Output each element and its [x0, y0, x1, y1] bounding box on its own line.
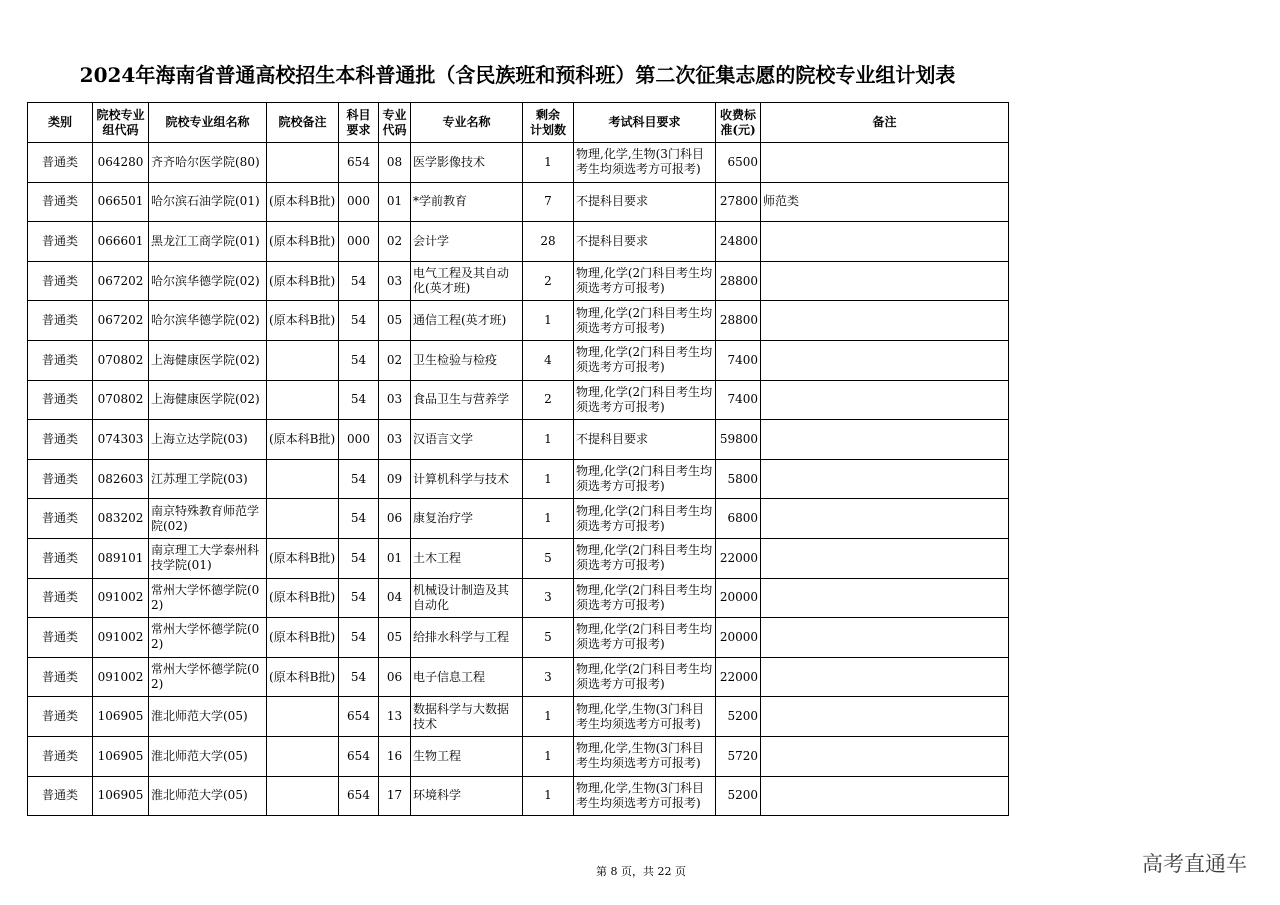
table-row — [28, 222, 1009, 262]
table-row — [28, 380, 1009, 420]
cell-remarks: 师范类 — [761, 182, 1009, 222]
cell-fee: 7400 — [716, 380, 761, 420]
cell-major-code: 13 — [379, 697, 411, 737]
cell-fee: 7400 — [716, 340, 761, 380]
cell-subject-req: 54 — [339, 380, 379, 420]
cell-fee: 27800 — [716, 182, 761, 222]
cell-remarks — [761, 143, 1009, 183]
cell-group-code: 066501 — [93, 182, 149, 222]
table-row — [28, 776, 1009, 816]
header-remarks — [761, 103, 1009, 143]
cell-category: 普通类 — [28, 697, 93, 737]
cell-group-name: 哈尔滨华德学院(02) — [149, 261, 267, 301]
table-row — [28, 618, 1009, 658]
cell-major-code: 06 — [379, 499, 411, 539]
cell-school-note: (原本科B批) — [267, 182, 339, 222]
cell-fee: 24800 — [716, 222, 761, 262]
cell-subject-req: 54 — [339, 459, 379, 499]
header-group-name — [149, 103, 267, 143]
cell-school-note — [267, 499, 339, 539]
cell-fee: 28800 — [716, 301, 761, 341]
table-row — [28, 657, 1009, 697]
cell-group-code: 091002 — [93, 578, 149, 618]
cell-remaining: 3 — [523, 578, 574, 618]
cell-remarks — [761, 697, 1009, 737]
cell-subject-req: 000 — [339, 420, 379, 460]
cell-exam-req: 不提科目要求 — [574, 182, 716, 222]
cell-category: 普通类 — [28, 182, 93, 222]
cell-major-name: 机械设计制造及其自动化 — [411, 578, 523, 618]
cell-group-code: 064280 — [93, 143, 149, 183]
cell-group-code: 089101 — [93, 538, 149, 578]
cell-exam-req: 物理,化学(2门科目考生均须选考方可报考) — [574, 657, 716, 697]
cell-remarks — [761, 459, 1009, 499]
table-row — [28, 182, 1009, 222]
cell-major-name: 土木工程 — [411, 538, 523, 578]
cell-category: 普通类 — [28, 657, 93, 697]
table-row — [28, 697, 1009, 737]
cell-school-note: (原本科B批) — [267, 618, 339, 658]
cell-remaining: 5 — [523, 538, 574, 578]
cell-fee: 6800 — [716, 499, 761, 539]
cell-subject-req: 000 — [339, 222, 379, 262]
cell-major-name: 食品卫生与营养学 — [411, 380, 523, 420]
header-label: 科目 — [346, 107, 371, 122]
cell-remaining: 1 — [523, 499, 574, 539]
cell-subject-req: 654 — [339, 697, 379, 737]
cell-remarks — [761, 261, 1009, 301]
cell-exam-req: 物理,化学(2门科目考生均须选考方可报考) — [574, 578, 716, 618]
cell-fee: 20000 — [716, 618, 761, 658]
header-major-code — [379, 103, 411, 143]
table-row — [28, 459, 1009, 499]
header-label: 类别 — [47, 115, 72, 129]
watermark: 高考直通车 — [1142, 852, 1247, 876]
cell-remaining: 1 — [523, 697, 574, 737]
cell-group-code: 067202 — [93, 261, 149, 301]
cell-major-code: 05 — [379, 618, 411, 658]
cell-major-code: 04 — [379, 578, 411, 618]
cell-subject-req: 654 — [339, 776, 379, 816]
table-row — [28, 340, 1009, 380]
cell-exam-req: 物理,化学(2门科目考生均须选考方可报考) — [574, 301, 716, 341]
cell-major-code: 03 — [379, 420, 411, 460]
header-label: 组代码 — [102, 122, 139, 137]
cell-school-note: (原本科B批) — [267, 578, 339, 618]
cell-subject-req: 54 — [339, 261, 379, 301]
cell-fee: 22000 — [716, 538, 761, 578]
cell-fee: 20000 — [716, 578, 761, 618]
header-label: 准(元) — [720, 122, 756, 137]
cell-remarks — [761, 301, 1009, 341]
table-row — [28, 301, 1009, 341]
cell-exam-req: 物理,化学(2门科目考生均须选考方可报考) — [574, 380, 716, 420]
cell-exam-req: 物理,化学,生物(3门科目考生均须选考方可报考) — [574, 736, 716, 776]
cell-group-code: 106905 — [93, 736, 149, 776]
cell-subject-req: 54 — [339, 340, 379, 380]
cell-major-name: 康复治疗学 — [411, 499, 523, 539]
header-label: 考试科目要求 — [608, 115, 681, 129]
cell-major-code: 02 — [379, 222, 411, 262]
cell-school-note — [267, 380, 339, 420]
cell-remaining: 1 — [523, 736, 574, 776]
cell-school-note — [267, 697, 339, 737]
cell-group-name: 哈尔滨华德学院(02) — [149, 301, 267, 341]
cell-remarks — [761, 340, 1009, 380]
cell-category: 普通类 — [28, 499, 93, 539]
cell-major-name: 电子信息工程 — [411, 657, 523, 697]
cell-major-name: 电气工程及其自动化(英才班) — [411, 261, 523, 301]
cell-exam-req: 物理,化学(2门科目考生均须选考方可报考) — [574, 538, 716, 578]
cell-major-name: 生物工程 — [411, 736, 523, 776]
cell-group-name: 常州大学怀德学院(02) — [149, 657, 267, 697]
cell-school-note: (原本科B批) — [267, 301, 339, 341]
cell-fee: 22000 — [716, 657, 761, 697]
cell-remarks — [761, 657, 1009, 697]
header-label: 要求 — [346, 122, 371, 137]
cell-remarks — [761, 380, 1009, 420]
cell-group-name: 上海健康医学院(02) — [149, 380, 267, 420]
header-label: 专业 — [382, 107, 407, 122]
cell-remaining: 1 — [523, 301, 574, 341]
cell-group-name: 上海健康医学院(02) — [149, 340, 267, 380]
cell-category: 普通类 — [28, 420, 93, 460]
cell-exam-req: 物理,化学(2门科目考生均须选考方可报考) — [574, 459, 716, 499]
cell-school-note — [267, 340, 339, 380]
cell-remaining: 1 — [523, 776, 574, 816]
header-label: 院校备注 — [278, 115, 327, 129]
cell-group-name: 淮北师范大学(05) — [149, 697, 267, 737]
cell-remaining: 3 — [523, 657, 574, 697]
cell-remaining: 2 — [523, 380, 574, 420]
cell-group-name: 南京理工大学泰州科技学院(01) — [149, 538, 267, 578]
cell-category: 普通类 — [28, 578, 93, 618]
cell-group-code: 074303 — [93, 420, 149, 460]
cell-group-name: 常州大学怀德学院(02) — [149, 578, 267, 618]
cell-group-code: 106905 — [93, 776, 149, 816]
cell-exam-req: 物理,化学,生物(3门科目考生均须选考方可报考) — [574, 143, 716, 183]
cell-group-code: 106905 — [93, 697, 149, 737]
cell-exam-req: 物理,化学(2门科目考生均须选考方可报考) — [574, 340, 716, 380]
cell-category: 普通类 — [28, 301, 93, 341]
cell-category: 普通类 — [28, 261, 93, 301]
cell-group-name: 淮北师范大学(05) — [149, 736, 267, 776]
cell-subject-req: 000 — [339, 182, 379, 222]
cell-category: 普通类 — [28, 222, 93, 262]
cell-subject-req: 54 — [339, 618, 379, 658]
cell-exam-req: 物理,化学,生物(3门科目考生均须选考方可报考) — [574, 697, 716, 737]
cell-subject-req: 54 — [339, 578, 379, 618]
cell-group-code: 070802 — [93, 380, 149, 420]
cell-subject-req: 54 — [339, 301, 379, 341]
cell-group-code: 091002 — [93, 618, 149, 658]
header-exam-req — [574, 103, 716, 143]
plan-table — [27, 102, 1009, 816]
cell-group-code: 091002 — [93, 657, 149, 697]
cell-major-code: 02 — [379, 340, 411, 380]
cell-remarks — [761, 578, 1009, 618]
cell-subject-req: 54 — [339, 657, 379, 697]
cell-major-code: 01 — [379, 182, 411, 222]
cell-remaining: 1 — [523, 420, 574, 460]
table-row — [28, 420, 1009, 460]
cell-category: 普通类 — [28, 776, 93, 816]
cell-exam-req: 物理,化学,生物(3门科目考生均须选考方可报考) — [574, 776, 716, 816]
cell-group-name: 江苏理工学院(03) — [149, 459, 267, 499]
cell-major-name: 卫生检验与检疫 — [411, 340, 523, 380]
cell-fee: 28800 — [716, 261, 761, 301]
cell-exam-req: 物理,化学(2门科目考生均须选考方可报考) — [574, 499, 716, 539]
cell-remaining: 28 — [523, 222, 574, 262]
cell-major-code: 06 — [379, 657, 411, 697]
cell-category: 普通类 — [28, 380, 93, 420]
table-row — [28, 578, 1009, 618]
cell-school-note: (原本科B批) — [267, 261, 339, 301]
cell-group-code: 070802 — [93, 340, 149, 380]
page-footer: 第 8 页，共 22 页 — [596, 865, 686, 878]
cell-school-note: (原本科B批) — [267, 420, 339, 460]
cell-group-name: 黑龙江工商学院(01) — [149, 222, 267, 262]
cell-fee: 6500 — [716, 143, 761, 183]
cell-major-code: 05 — [379, 301, 411, 341]
cell-subject-req: 54 — [339, 499, 379, 539]
cell-major-code: 03 — [379, 380, 411, 420]
cell-remaining: 1 — [523, 143, 574, 183]
cell-remarks — [761, 499, 1009, 539]
cell-remarks — [761, 618, 1009, 658]
cell-remaining: 1 — [523, 459, 574, 499]
header-school-note — [267, 103, 339, 143]
cell-group-name: 淮北师范大学(05) — [149, 776, 267, 816]
cell-remaining: 4 — [523, 340, 574, 380]
cell-remaining: 7 — [523, 182, 574, 222]
cell-category: 普通类 — [28, 736, 93, 776]
cell-major-code: 01 — [379, 538, 411, 578]
cell-school-note: (原本科B批) — [267, 538, 339, 578]
cell-category: 普通类 — [28, 143, 93, 183]
cell-major-code: 17 — [379, 776, 411, 816]
cell-exam-req: 物理,化学(2门科目考生均须选考方可报考) — [574, 618, 716, 658]
header-label: 备注 — [872, 115, 897, 129]
page-title: 2024年海南省普通高校招生本科普通批（含民族班和预科班）第二次征集志愿的院校专业组计划表 — [79, 63, 956, 87]
cell-major-code: 03 — [379, 261, 411, 301]
cell-remarks — [761, 736, 1009, 776]
cell-category: 普通类 — [28, 538, 93, 578]
cell-fee: 5200 — [716, 697, 761, 737]
cell-group-name: 齐齐哈尔医学院(80) — [149, 143, 267, 183]
cell-category: 普通类 — [28, 340, 93, 380]
header-label: 收费标 — [719, 107, 756, 122]
cell-group-name: 哈尔滨石油学院(01) — [149, 182, 267, 222]
cell-remarks — [761, 776, 1009, 816]
cell-subject-req: 54 — [339, 538, 379, 578]
header-label: 计划数 — [529, 122, 566, 137]
header-label: 剩余 — [535, 107, 560, 122]
table-row — [28, 261, 1009, 301]
cell-remarks — [761, 538, 1009, 578]
cell-school-note — [267, 459, 339, 499]
cell-fee: 5800 — [716, 459, 761, 499]
cell-fee: 5200 — [716, 776, 761, 816]
cell-major-code: 16 — [379, 736, 411, 776]
table-row — [28, 538, 1009, 578]
cell-major-name: 医学影像技术 — [411, 143, 523, 183]
header-category — [28, 103, 93, 143]
cell-remaining: 5 — [523, 618, 574, 658]
cell-major-name: 给排水科学与工程 — [411, 618, 523, 658]
header-group-code — [93, 103, 149, 143]
header-label: 代码 — [382, 122, 407, 137]
cell-exam-req: 物理,化学(2门科目考生均须选考方可报考) — [574, 261, 716, 301]
cell-major-name: 计算机科学与技术 — [411, 459, 523, 499]
cell-exam-req: 不提科目要求 — [574, 222, 716, 262]
cell-group-code: 082603 — [93, 459, 149, 499]
cell-major-code: 09 — [379, 459, 411, 499]
cell-remarks — [761, 420, 1009, 460]
cell-school-note: (原本科B批) — [267, 657, 339, 697]
cell-major-name: 会计学 — [411, 222, 523, 262]
cell-group-name: 上海立达学院(03) — [149, 420, 267, 460]
cell-exam-req: 不提科目要求 — [574, 420, 716, 460]
cell-major-name: 通信工程(英才班) — [411, 301, 523, 341]
table-header-row — [28, 103, 1009, 143]
header-subject-req — [339, 103, 379, 143]
table-row — [28, 143, 1009, 183]
cell-group-code: 067202 — [93, 301, 149, 341]
header-major-name — [411, 103, 523, 143]
cell-category: 普通类 — [28, 618, 93, 658]
header-remaining — [523, 103, 574, 143]
table-row — [28, 499, 1009, 539]
cell-group-name: 南京特殊教育师范学院(02) — [149, 499, 267, 539]
cell-group-code: 083202 — [93, 499, 149, 539]
table-row — [28, 736, 1009, 776]
cell-fee: 59800 — [716, 420, 761, 460]
cell-major-code: 08 — [379, 143, 411, 183]
cell-fee: 5720 — [716, 736, 761, 776]
header-label: 院校专业组名称 — [165, 115, 250, 129]
cell-remarks — [761, 222, 1009, 262]
cell-subject-req: 654 — [339, 143, 379, 183]
cell-school-note — [267, 143, 339, 183]
cell-group-name: 常州大学怀德学院(02) — [149, 618, 267, 658]
header-label: 专业名称 — [442, 115, 491, 129]
cell-school-note — [267, 776, 339, 816]
cell-major-name: 数据科学与大数据技术 — [411, 697, 523, 737]
cell-major-name: 环境科学 — [411, 776, 523, 816]
cell-remaining: 2 — [523, 261, 574, 301]
header-label: 院校专业 — [96, 107, 145, 122]
cell-category: 普通类 — [28, 459, 93, 499]
header-fee — [716, 103, 761, 143]
cell-school-note: (原本科B批) — [267, 222, 339, 262]
cell-major-name: 汉语言文学 — [411, 420, 523, 460]
cell-subject-req: 654 — [339, 736, 379, 776]
cell-group-code: 066601 — [93, 222, 149, 262]
cell-major-name: *学前教育 — [411, 182, 523, 222]
cell-school-note — [267, 736, 339, 776]
